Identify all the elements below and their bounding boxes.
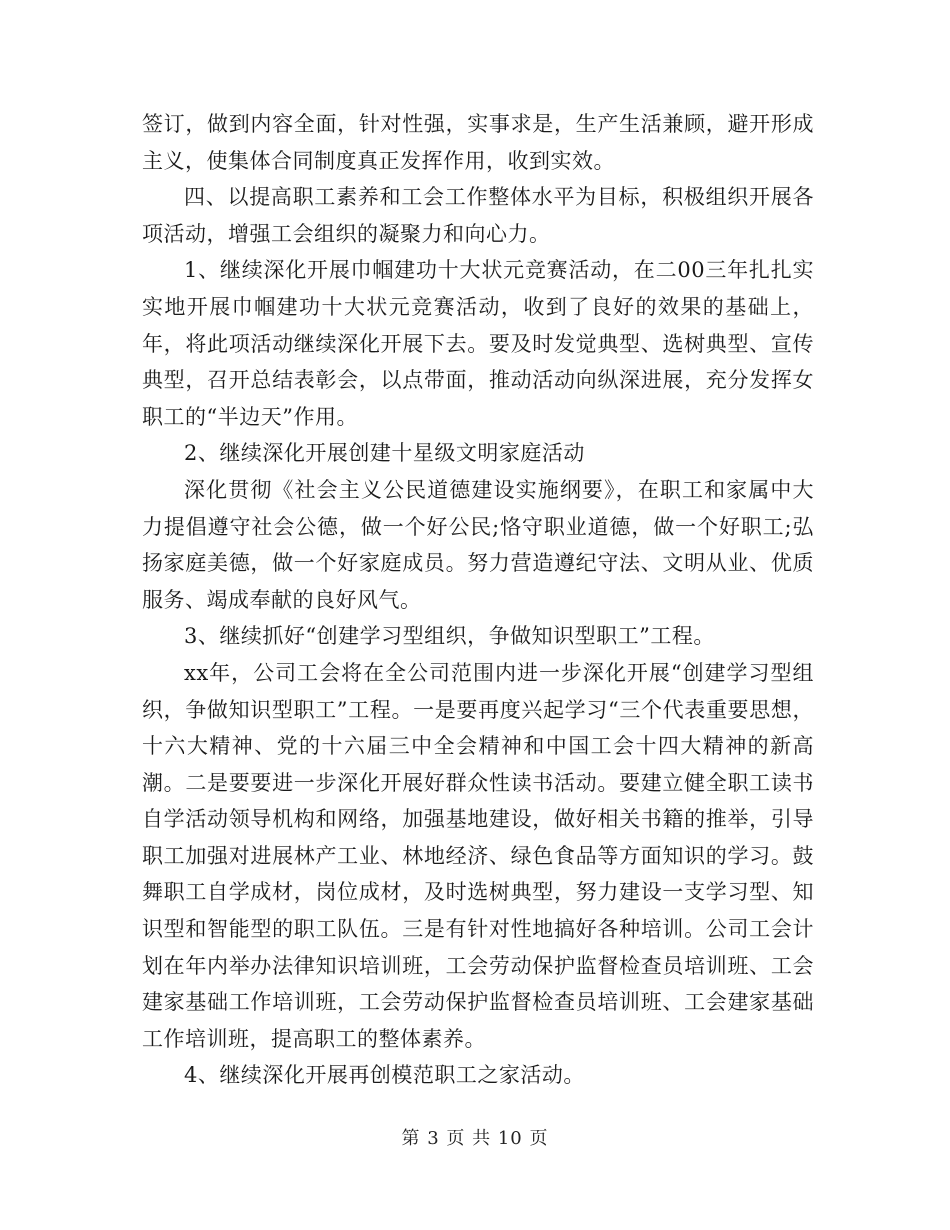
page-number-footer: 第 3 页 共 10 页 bbox=[401, 1128, 549, 1149]
paragraph-item-4-heading: 4、继续深化开展再创模范职工之家活动。 bbox=[184, 1063, 585, 1088]
paragraph-section-four: 四、以提高职工素养和工会工作整体水平为目标，积极组织开展各项活动，增强工会组织的凝聚力和向心力。 bbox=[142, 185, 814, 246]
paragraph-item-3-body: xx年，公司工会将在全公司范围内进一步深化开展“创建学习型组织，争做知识型职工”工程。一是要再度兴起学习“三个代表重要思想，十六大精神、党的十六届三中全会精神和中国工会十四大精神的新高潮。二是要要进一步深化开展好群众性读书活动。要建立健全职工读书自学活动领导机构和网络，加强基地建设，做好相关书籍的推举，引导职工加强对进展林产工业、林地经济、绿色食品等方面知识的学习。鼓舞职工自学成材，岗位成材，及时选树典型，努力建设一支学习型、知识型和智能型的职工队伍。三是有针对性地搞好各种培训。公司工会计划在年内举办法律知识培训班，工会劳动保护监督检查员培训班、工会建家基础工作培训班，工会劳动保护监督检查员培训班、工会建家基础工作培训班，提高职工的整体素养。 bbox=[142, 660, 814, 1051]
document-body bbox=[142, 106, 814, 1094]
paragraph-item-3-heading: 3、继续抓好“创建学习型组织，争做知识型职工”工程。 bbox=[184, 624, 715, 649]
paragraph-continuation: 签订，做到内容全面，针对性强，实事求是，生产生活兼顾，避开形成主义，使集体合同制度真正发挥作用，收到实效。 bbox=[142, 112, 814, 173]
paragraph-item-2-heading: 2、继续深化开展创建十星级文明家庭活动 bbox=[184, 441, 585, 466]
paragraph-item-2-body: 深化贯彻《社会主义公民道德建设实施纲要》，在职工和家属中大力提倡遵守社会公德，做一个好公民;恪守职业道德，做一个好职工;弘扬家庭美德，做一个好家庭成员。努力营造遵纪守法、文明从业、优质服务、竭成奉献的良好风气。 bbox=[142, 477, 814, 612]
paragraph-item-1: 1、继续深化开展巾帼建功十大状元竞赛活动，在二00三年扎扎实实地开展巾帼建功十大状元竞赛活动，收到了良好的效果的基础上，年，将此项活动继续深化开展下去。要及时发觉典型、选树典型、宣传典型，召开总结表彰会，以点带面，推动活动向纵深进展，充分发挥女职工的“半边天”作用。 bbox=[142, 258, 814, 429]
